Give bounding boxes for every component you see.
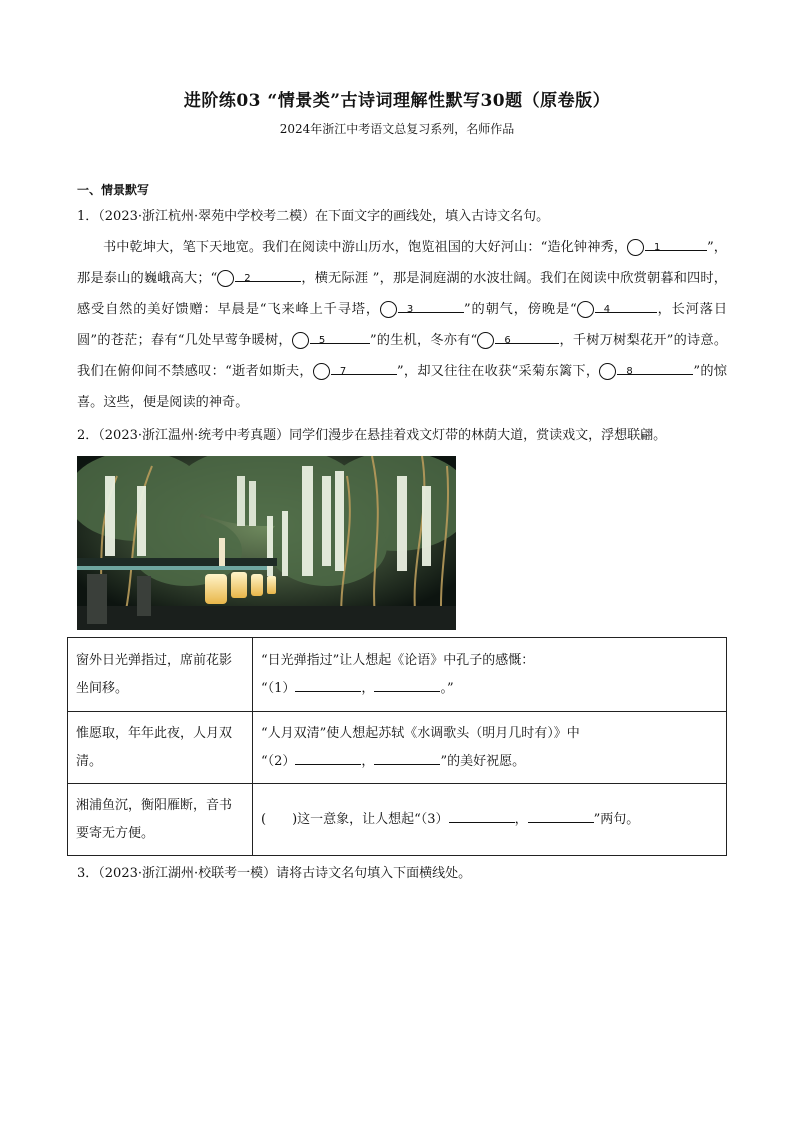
document-subtitle: 2024年浙江中考语文总复习系列，名师作品: [279, 122, 515, 136]
question-2-heading: 2．（2023·浙江温州·统考中考真题）同学们漫步在悬挂着戏文灯带的林荫大道，赏读戏文，浮想联翩。: [77, 428, 667, 443]
blank-number: 7: [313, 363, 330, 380]
blank-number: 2: [217, 270, 234, 287]
table-row: [68, 712, 727, 784]
answer-blank-8[interactable]: [617, 358, 693, 375]
prompt-line: [261, 675, 718, 703]
prompt-text: 。”: [440, 680, 454, 696]
question-2-table: [67, 637, 727, 856]
prompt-text: “（1）: [261, 680, 296, 696]
passage-text: ，横无际涯 ”，那是洞庭湖的水波壮阔。我们在阅读中欣赏朝暮和四时，感受自然的美好馈赠：早晨是“飞来峰上千寻塔，: [77, 271, 727, 317]
lantern-avenue-photo: [77, 456, 456, 630]
answer-blank-2-1b[interactable]: [374, 676, 440, 692]
question-3-heading: 3．（2023·浙江湖州·校联考一模）请将古诗文名句填入下面横线处。: [77, 866, 472, 881]
table-cell-quote: 窗外日光弹指过，席前花影坐间移。: [68, 638, 253, 712]
prompt-line: [261, 806, 718, 834]
blank-number: 4: [577, 301, 594, 318]
answer-blank-2-3b[interactable]: [528, 807, 594, 823]
answer-blank-2-2b[interactable]: [374, 749, 440, 765]
passage-text: ”，却又往往在收获“采菊东篱下，: [396, 364, 600, 379]
passage-text: ，长河落日圆”的苍茫；春有“几处早莺争暖树，: [77, 302, 728, 348]
passage-text: ”的朝气，傍晚是“: [463, 302, 577, 317]
prompt-text: ，: [514, 811, 528, 827]
prompt-text: “（2）: [261, 753, 296, 769]
passage-text: 书中乾坤大，笔下天地宽。我们在阅读中游山历水，饱览祖国的大好河山：“造化钟神秀，: [103, 240, 627, 255]
table-row: [68, 784, 727, 856]
blank-number: 8: [599, 363, 616, 380]
answer-blank-7[interactable]: [331, 358, 397, 375]
prompt-text: ”的美好祝愿。: [440, 753, 526, 769]
passage-text: ”的生机，冬亦有“: [369, 333, 478, 348]
prompt-text: ，: [361, 680, 375, 696]
document-title: 进阶练03 “情景类”古诗词理解性默写30题（原卷版）: [183, 91, 611, 111]
answer-blank-2[interactable]: [235, 265, 301, 282]
passage-text: ，千树万树梨花开”的诗意。我们在俯仰间不禁感叹：“逝者如斯夫，: [77, 333, 728, 379]
table-cell-quote: 湘浦鱼沉，衡阳雁断，音书要寄无方便。: [68, 784, 253, 856]
question-1-heading: 1．（2023·浙江杭州·翠苑中学校考二模）在下面文字的画线处，填入古诗文名句。: [77, 209, 550, 224]
blank-number: 1: [627, 239, 644, 256]
prompt-text: ，: [361, 753, 375, 769]
blank-number: 3: [380, 301, 397, 318]
table-cell-quote: 惟愿取，年年此夜，人月双清。: [68, 712, 253, 784]
table-row: [68, 638, 727, 712]
passage-text: ”，那是泰山的巍峨高大；“: [77, 240, 727, 286]
prompt-line: [261, 748, 718, 776]
answer-blank-2-3a[interactable]: [449, 807, 515, 823]
passage-paragraph: [77, 232, 727, 418]
answer-blank-4[interactable]: [595, 296, 657, 313]
blank-number: 6: [477, 332, 494, 349]
answer-blank-6[interactable]: [495, 327, 559, 344]
question-1-passage: [77, 232, 727, 418]
answer-blank-5[interactable]: [310, 327, 370, 344]
prompt-text: “日光弹指过”让人想起《论语》中孔子的感慨：: [261, 652, 535, 668]
answer-blank-3[interactable]: [398, 296, 464, 313]
prompt-text: ”两句。: [593, 811, 640, 827]
blank-number: 5: [292, 332, 309, 349]
answer-blank-2-2a[interactable]: [295, 749, 361, 765]
table-cell-prompt: [253, 784, 727, 856]
prompt-text: ( )这一意象，让人想起“（3）: [261, 811, 449, 827]
answer-blank-2-1a[interactable]: [295, 676, 361, 692]
section-heading: 一、情景默写: [77, 183, 150, 197]
prompt-text: “人月双清”使人想起苏轼《水调歌头（明月几时有）》中: [261, 725, 580, 741]
table-cell-prompt: [253, 712, 727, 784]
passage-text: ”的惊喜。这些，便是阅读的神奇。: [77, 364, 727, 410]
answer-blank-1[interactable]: [645, 234, 707, 251]
table-cell-prompt: [253, 638, 727, 712]
